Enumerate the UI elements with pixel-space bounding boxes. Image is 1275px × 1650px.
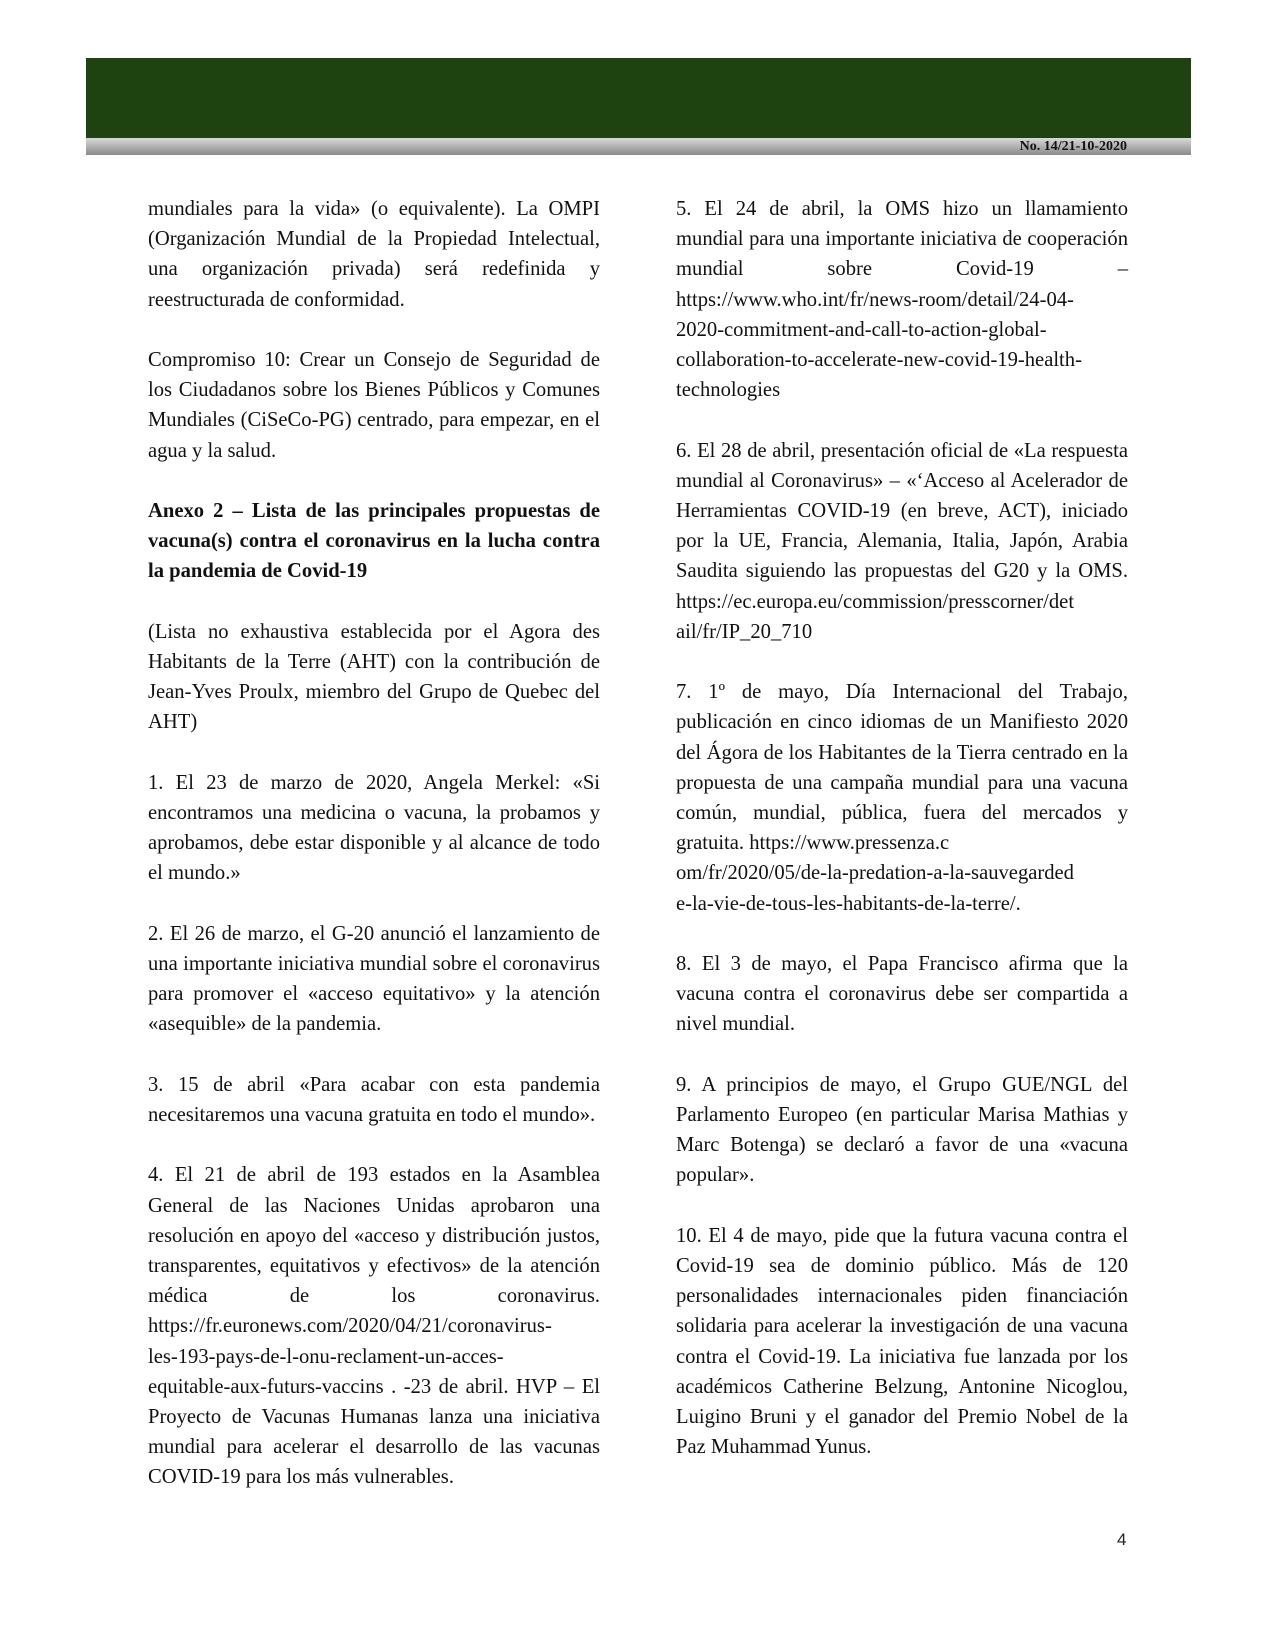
list-item-4: 4. El 21 de abril de 193 estados en la Asamblea General de las Naciones Unidas aprobaron una resolución en apoyo del «acceso y distribución justos, transparentes, equitativos y efectivos» de la atención médica de los coronavirus. https://fr.euronews.com/2020/04/21/coronavirus- les-193-pays-de-l-onu-reclament-un-acces- equitable-aux-futurs-vaccins . -23 de abril. HVP – El Proyecto de Vacunas Humanas lanza una iniciativa mundial para acelerar el desarrollo de las vacunas COVID-19 para los más vulnerables. bbox=[148, 1164, 600, 1489]
annex-2-heading: Anexo 2 – Lista de las principales propuestas de vacuna(s) contra el coronavirus en la lucha contra la pandemia de Covid-19 bbox=[148, 500, 600, 583]
right-column bbox=[676, 194, 1128, 1493]
issue-number: No. 14/21-10-2020 bbox=[1019, 139, 1127, 154]
list-item-8: 8. El 3 de mayo, el Papa Francisco afirma que la vacuna contra el coronavirus debe ser compartida a nivel mundial. bbox=[676, 953, 1128, 1036]
paragraph-compromiso-10: Compromiso 10: Crear un Consejo de Seguridad de los Ciudadanos sobre los Bienes Públicos y Comunes Mundiales (CiSeCo-PG) centrado, para empezar, en el agua y la salud. bbox=[148, 349, 600, 462]
list-item-6: 6. El 28 de abril, presentación oficial de «La respuesta mundial al Coronavirus» – «‘Acceso al Acelerador de Herramientas COVID-19 (en breve, ACT), iniciado por la UE, Francia, Alemania, Italia, Japón, Arabia Saudita siguiendo las propuestas del G20 y la OMS. https://ec.europa.eu/commission/presscorner/det ail/fr/IP_20_710 bbox=[676, 439, 1128, 643]
paragraph-list-note: (Lista no exhaustiva establecida por el Agora des Habitants de la Terre (AHT) con la contribución de Jean-Yves Proulx, miembro del Grupo de Quebec del AHT) bbox=[148, 620, 600, 734]
list-item-1: 1. El 23 de marzo de 2020, Angela Merkel: «Si encontramos una medicina o vacuna, la probamos y aprobamos, debe estar disponible y al alcance de todo el mundo.» bbox=[148, 771, 600, 885]
list-item-3: 3. 15 de abril «Para acabar con esta pandemia necesitaremos una vacuna gratuita en todo el mundo». bbox=[148, 1073, 600, 1126]
list-item-2: 2. El 26 de marzo, el G-20 anunció el lanzamiento de una importante iniciativa mundial sobre el coronavirus para promover el «acceso equitativo» y la atención «asequible» de la pandemia. bbox=[148, 922, 600, 1036]
list-item-7: 7. 1º de mayo, Día Internacional del Trabajo, publicación en cinco idiomas de un Manifiesto 2020 del Ágora de los Habitantes de la Tierra centrado en la propuesta de una campaña mundial para una vacuna común, mundial, pública, fuera del mercados y gratuita. https://www.pressenza.c om/fr/2020/05/de-la-predation-a-la-sauvegarded e-la-vie-de-tous-les-habitants-de-la-terre/. bbox=[676, 681, 1128, 915]
list-item-9: 9. A principios de mayo, el Grupo GUE/NGL del Parlamento Europeo (en particular Marisa Mathias y Marc Botenga) se declaró a favor de una «vacuna popular». bbox=[676, 1073, 1128, 1187]
left-column bbox=[148, 194, 600, 1523]
list-item-5: 5. El 24 de abril, la OMS hizo un llamamiento mundial para una importante iniciativa de cooperación mundial sobre Covid-19 – https://www.who.int/fr/news-room/detail/24-04- 2020-commitment-and-call-to-action-global- collaboration-to-accelerate-new-covid-19-health- technologies bbox=[676, 198, 1128, 402]
paragraph-ompi: mundiales para la vida» (o equivalente). La OMPI (Organización Mundial de la Propiedad Intelectual, una organización privada) será redefinida y reestructurada de conformidad. bbox=[148, 198, 600, 311]
page-number: 4 bbox=[1117, 1530, 1127, 1549]
header-band bbox=[86, 58, 1191, 138]
list-item-10: 10. El 4 de mayo, pide que la futura vacuna contra el Covid-19 sea de dominio público. Más de 120 personalidades internacionales piden financiación solidaria para acelerar la investigación de una vacuna contra el Covid-19. La iniciativa fue lanzada por los académicos Catherine Belzung, Antonine Nicoglou, Luigino Bruni y el ganador del Premio Nobel de la Paz Muhammad Yunus. bbox=[676, 1224, 1128, 1459]
